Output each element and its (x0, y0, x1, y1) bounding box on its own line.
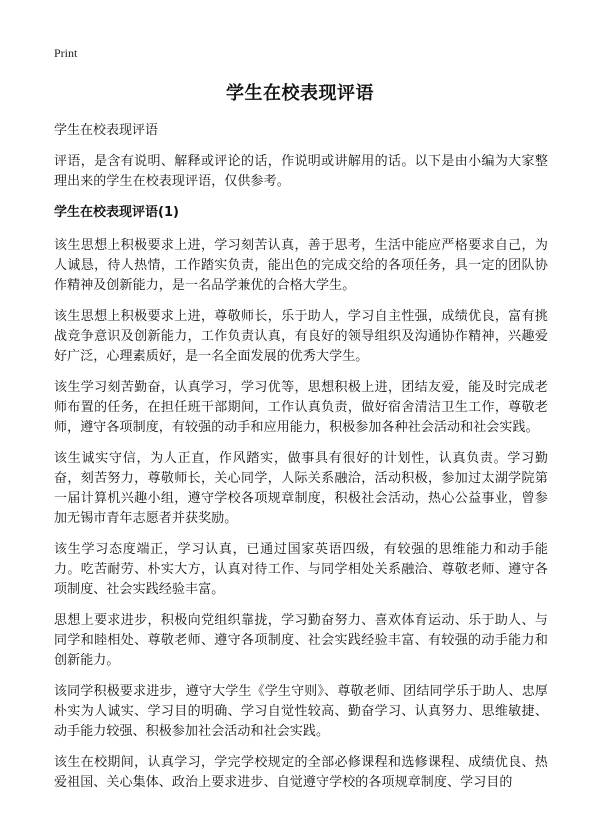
page-title: 学生在校表现评语 (226, 83, 374, 104)
document-body (54, 121, 548, 804)
comment-paragraph: 该生诚实守信，为人正直，作风踏实，做事具有很好的计划性，认真负责。学习勤奋，刻苦努力，尊敬师长，关心同学，人际关系融洽，活动积极，参加过太湖学院第一届计算机兴趣小组，遵守学校各项规章制度，积极社会活动，热心公益事业，曾参加无锡市青年志愿者并获奖励。 (54, 451, 548, 526)
comment-paragraph: 该生思想上积极要求上进，学习刻苦认真，善于思考，生活中能应严格要求自己，为人诚恳，待人热情，工作踏实负责，能出色的完成交给的各项任务，具一定的团队协作精神及创新能力，是一名品学兼优的合格大学生。 (54, 238, 548, 293)
document-subtitle: 学生在校表现评语 (54, 123, 159, 138)
comment-paragraph: 该生在校期间，认真学习，学完学校规定的全部必修课程和选修课程、成绩优良、热爱祖国、关心集体、政治上要求进步、自觉遵守学校的各项规章制度、学习目的 (54, 755, 548, 790)
comment-paragraph: 该同学积极要求进步，遵守大学生《学生守则》、尊敬老师、团结同学乐于助人、忠厚朴实为人诚实、学习目的明确、学习自觉性较高、勤奋学习、认真努力、思维敏捷、动手能力较强、积极参加社会活动和社会实践。 (54, 684, 548, 739)
comment-paragraph: 该生学习刻苦勤奋，认真学习，学习优等，思想积极上进，团结友爱，能及时完成老师布置的任务，在担任班干部期间，工作认真负责，做好宿舍清洁卫生工作，尊敬老师，遵守各项制度，有较强的动手和应用能力，积极参加各种社会活动和社会实践。 (54, 380, 548, 435)
comment-paragraph: 该生思想上积极要求上进，尊敬师长，乐于助人，学习自主性强，成绩优良，富有挑战竞争意识及创新能力，工作负责认真，有良好的领导组织及沟通协作精神，兴趣爱好广泛，心理素质好，是一名全面发展的优秀大学生。 (54, 309, 548, 364)
section-heading: 学生在校表现评语(1) (54, 205, 179, 220)
comment-paragraph: 该生学习态度端正，学习认真，已通过国家英语四级，有较强的思维能力和动手能力。吃苦耐劳、朴实大方，认真对待工作、与同学相处关系融洽、尊敬老师、遵守各项制度、社会实践经验丰富。 (54, 542, 548, 597)
print-link[interactable]: Print (54, 46, 78, 60)
intro-paragraph: 评语，是含有说明、解释或评论的话，作说明或讲解用的话。以下是由小编为大家整理出来的学生在校表现评语，仅供参考。 (54, 154, 548, 189)
comment-paragraph: 思想上要求进步，积极向党组织靠拢，学习勤奋努力、喜欢体育运动、乐于助人、与同学和睦相处、尊敬老师、遵守各项制度、社会实践经验丰富、有较强的动手能力和创新能力。 (54, 613, 548, 668)
